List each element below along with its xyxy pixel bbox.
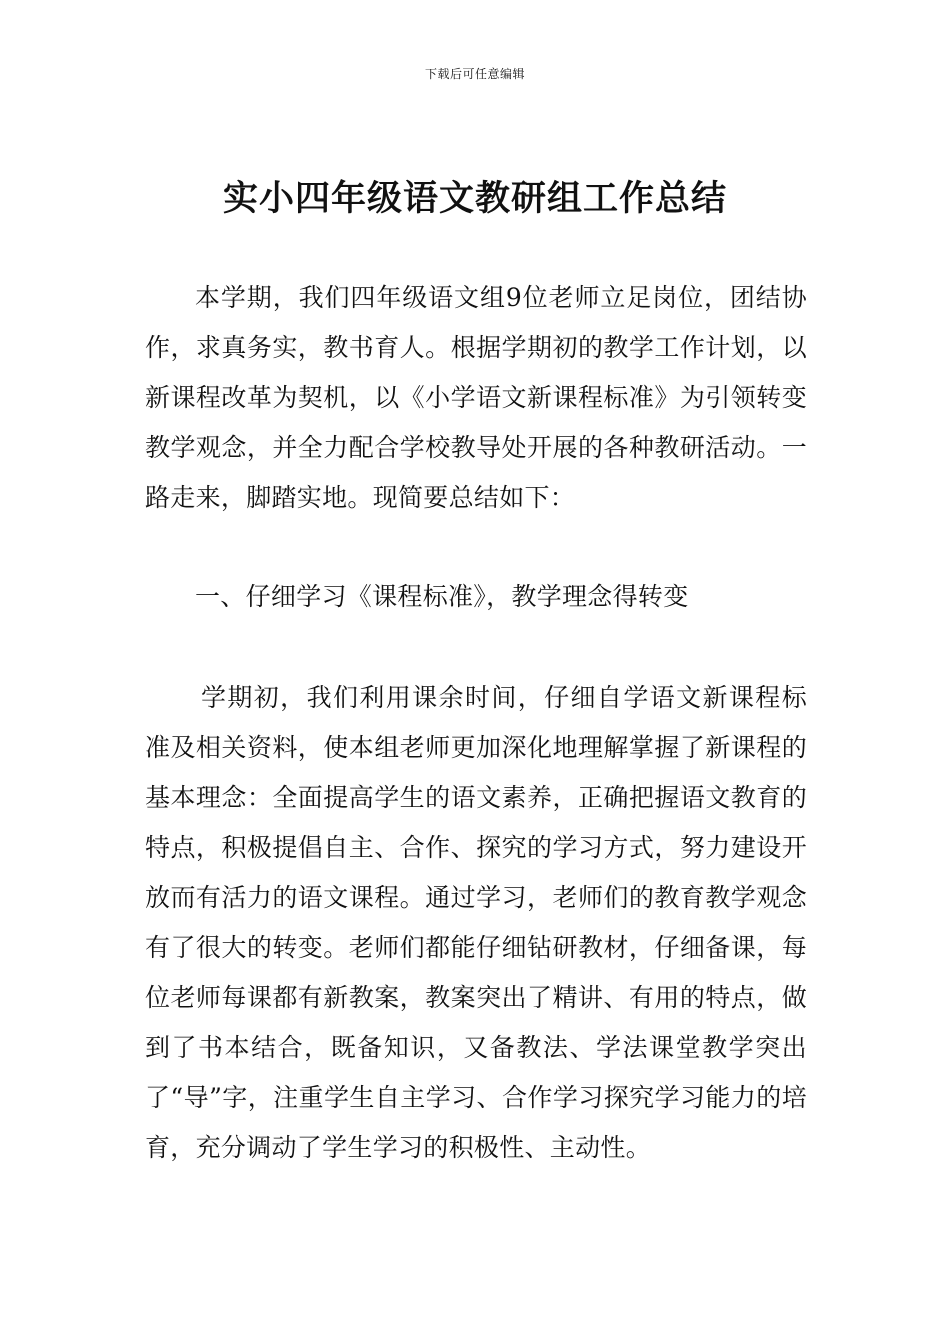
section-1-paragraph: 学期初，我们利用课余时间，仔细自学语文新课程标准及相关资料，使本组老师更加深化地理解掌握了新课程的基本理念：全面提高学生的语文素养，正确把握语文教育的特点，积极提倡自主、合作、探究的学习方式，努力建设开放而有活力的语文课程。通过学习，老师们的教育教学观念有了很大的转变。老师们都能仔细钻研教材，仔细备课，每位老师每课都有新教案，教案突出了精讲、有用的特点，做到了书本结合，既备知识，又备教法、学法课堂教学突出了“导”字，注重学生自主学习、合作学习探究学习能力的培育，充分调动了学生学习的积极性、主动性。	[145, 683, 807, 1162]
header-note: 下载后可任意编辑	[424, 67, 525, 81]
document-title: 实小四年级语文教研组工作总结	[222, 179, 727, 219]
section-heading-1: 一、仔细学习《课程标准》，教学理念得转变	[195, 582, 689, 611]
intro-paragraph: 本学期，我们四年级语文组9位老师立足岗位，团结协作，求真务实，教书育人。根据学期初的教学工作计划，以新课程改革为契机，以《小学语文新课程标准》为引领转变教学观念，并全力配合学校教导处开展的各种教研活动。一路走来，脚踏实地。现简要总结如下：	[145, 283, 807, 512]
